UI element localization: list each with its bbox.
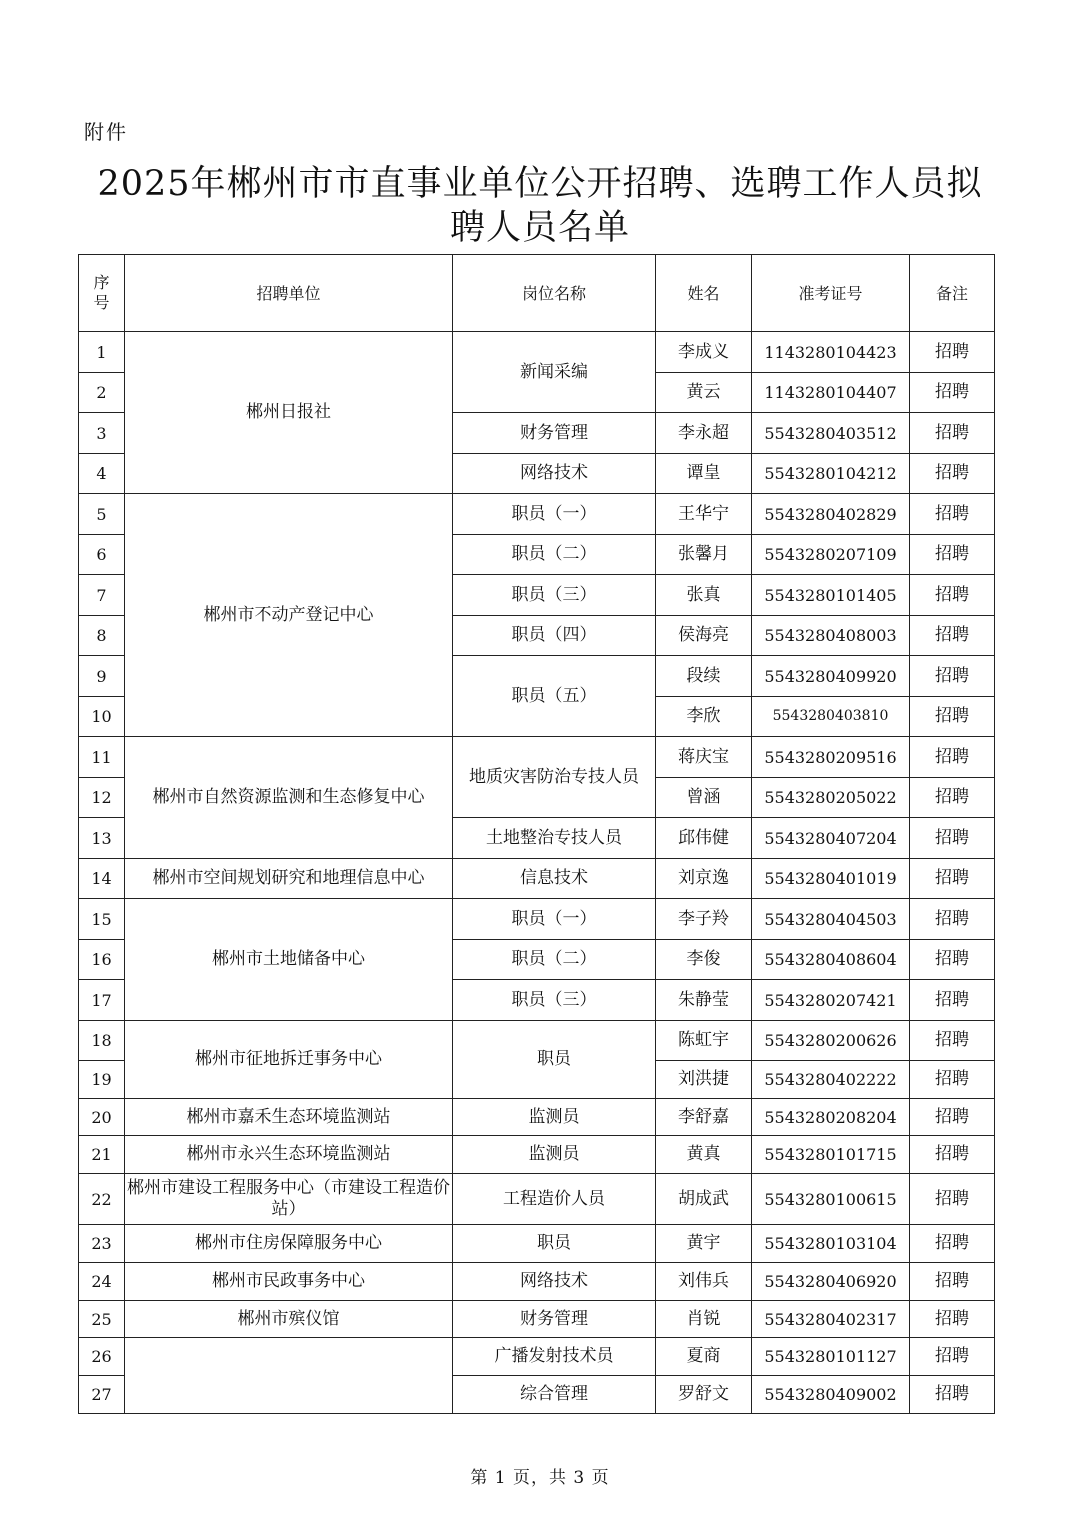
name-cell: 罗舒文 <box>656 1376 752 1414</box>
remark-cell: 招聘 <box>910 859 995 899</box>
table-row <box>79 1099 995 1136</box>
name-cell: 肖锐 <box>656 1301 752 1338</box>
post-cell: 职员（一） <box>453 494 656 535</box>
remark-cell: 招聘 <box>910 818 995 859</box>
name-cell: 刘京逸 <box>656 859 752 899</box>
post-cell: 职员 <box>453 1021 656 1099</box>
table-row <box>79 1021 995 1061</box>
name-cell: 刘伟兵 <box>656 1263 752 1301</box>
exam-no-cell: 5543280101715 <box>752 1136 910 1174</box>
post-cell: 职员（三） <box>453 575 656 616</box>
unit-cell: 郴州市自然资源监测和生态修复中心 <box>125 737 453 859</box>
post-cell: 职员（二） <box>453 535 656 575</box>
remark-cell: 招聘 <box>910 494 995 535</box>
remark-cell: 招聘 <box>910 1021 995 1061</box>
exam-no-cell: 5543280404503 <box>752 899 910 940</box>
header-name: 姓名 <box>656 255 752 332</box>
remark-cell: 招聘 <box>910 373 995 413</box>
seq-cell: 14 <box>79 859 125 899</box>
unit-cell: 郴州市住房保障服务中心 <box>125 1225 453 1263</box>
post-cell: 广播发射技术员 <box>453 1338 656 1376</box>
exam-no-cell: 5543280104212 <box>752 454 910 494</box>
seq-cell: 5 <box>79 494 125 535</box>
post-cell: 信息技术 <box>453 859 656 899</box>
post-cell: 职员（一） <box>453 899 656 940</box>
remark-cell: 招聘 <box>910 1136 995 1174</box>
exam-no-cell: 5543280409920 <box>752 656 910 697</box>
seq-cell: 13 <box>79 818 125 859</box>
table-row <box>79 1174 995 1225</box>
seq-cell: 20 <box>79 1099 125 1136</box>
post-cell: 网络技术 <box>453 1263 656 1301</box>
table-row <box>79 1225 995 1263</box>
post-cell: 综合管理 <box>453 1376 656 1414</box>
header-seq: 序 号 <box>79 255 125 332</box>
post-cell: 工程造价人员 <box>453 1174 656 1225</box>
unit-cell: 郴州市征地拆迁事务中心 <box>125 1021 453 1099</box>
remark-cell: 招聘 <box>910 656 995 697</box>
seq-cell: 7 <box>79 575 125 616</box>
name-cell: 张馨月 <box>656 535 752 575</box>
name-cell: 朱静莹 <box>656 980 752 1021</box>
exam-no-cell: 5543280208204 <box>752 1099 910 1136</box>
remark-cell: 招聘 <box>910 980 995 1021</box>
name-cell: 李欣 <box>656 697 752 737</box>
remark-cell: 招聘 <box>910 454 995 494</box>
post-cell: 职员（五） <box>453 656 656 737</box>
unit-cell: 郴州市空间规划研究和地理信息中心 <box>125 859 453 899</box>
post-cell: 监测员 <box>453 1136 656 1174</box>
exam-no-cell: 5543280401019 <box>752 859 910 899</box>
post-cell: 监测员 <box>453 1099 656 1136</box>
exam-no-cell: 5543280402829 <box>752 494 910 535</box>
name-cell: 李舒嘉 <box>656 1099 752 1136</box>
remark-cell: 招聘 <box>910 1174 995 1225</box>
post-cell: 职员（三） <box>453 980 656 1021</box>
seq-cell: 22 <box>79 1174 125 1225</box>
remark-cell: 招聘 <box>910 1225 995 1263</box>
seq-cell: 24 <box>79 1263 125 1301</box>
table-row <box>79 899 995 940</box>
post-cell: 财务管理 <box>453 413 656 454</box>
exam-no-cell: 5543280402317 <box>752 1301 910 1338</box>
remark-cell: 招聘 <box>910 1338 995 1376</box>
post-cell: 职员（二） <box>453 940 656 980</box>
exam-no-cell: 5543280200626 <box>752 1021 910 1061</box>
seq-cell: 8 <box>79 616 125 656</box>
remark-cell: 招聘 <box>910 1099 995 1136</box>
name-cell: 张真 <box>656 575 752 616</box>
name-cell: 谭皇 <box>656 454 752 494</box>
seq-cell: 6 <box>79 535 125 575</box>
exam-no-cell: 5543280207421 <box>752 980 910 1021</box>
name-cell: 蒋庆宝 <box>656 737 752 778</box>
page-number-footer: 第 1 页，共 3 页 <box>470 1468 610 1488</box>
name-cell: 黄真 <box>656 1136 752 1174</box>
remark-cell: 招聘 <box>910 332 995 373</box>
remark-cell: 招聘 <box>910 778 995 818</box>
exam-no-cell: 1143280104407 <box>752 373 910 413</box>
remark-cell: 招聘 <box>910 535 995 575</box>
exam-no-cell: 5543280403810 <box>752 697 910 737</box>
table-row <box>79 1301 995 1338</box>
exam-no-cell: 5543280100615 <box>752 1174 910 1225</box>
exam-no-cell: 5543280409002 <box>752 1376 910 1414</box>
remark-cell: 招聘 <box>910 1301 995 1338</box>
seq-cell: 15 <box>79 899 125 940</box>
seq-cell: 27 <box>79 1376 125 1414</box>
exam-no-cell: 5543280407204 <box>752 818 910 859</box>
name-cell: 李永超 <box>656 413 752 454</box>
remark-cell: 招聘 <box>910 940 995 980</box>
unit-cell: 郴州市土地储备中心 <box>125 899 453 1021</box>
seq-cell: 4 <box>79 454 125 494</box>
remark-cell: 招聘 <box>910 413 995 454</box>
name-cell: 王华宁 <box>656 494 752 535</box>
remark-cell: 招聘 <box>910 899 995 940</box>
header-unit: 招聘单位 <box>125 255 453 332</box>
table-row <box>79 737 995 778</box>
name-cell: 刘洪捷 <box>656 1061 752 1099</box>
attachment-label: 附件 <box>84 120 128 144</box>
table-row <box>79 1338 995 1376</box>
remark-cell: 招聘 <box>910 575 995 616</box>
seq-cell: 1 <box>79 332 125 373</box>
seq-cell: 16 <box>79 940 125 980</box>
remark-cell: 招聘 <box>910 1263 995 1301</box>
exam-no-cell: 5543280103104 <box>752 1225 910 1263</box>
exam-no-cell: 5543280402222 <box>752 1061 910 1099</box>
seq-cell: 26 <box>79 1338 125 1376</box>
remark-cell: 招聘 <box>910 697 995 737</box>
exam-no-cell: 5543280408003 <box>752 616 910 656</box>
name-cell: 邱伟健 <box>656 818 752 859</box>
name-cell: 侯海亮 <box>656 616 752 656</box>
name-cell: 段续 <box>656 656 752 697</box>
post-cell: 职员（四） <box>453 616 656 656</box>
seq-cell: 11 <box>79 737 125 778</box>
name-cell: 李成义 <box>656 332 752 373</box>
header-row <box>79 255 995 332</box>
page-title-line-1: 2025年郴州市市直事业单位公开招聘、选聘工作人员拟 <box>97 164 983 204</box>
name-cell: 陈虹宇 <box>656 1021 752 1061</box>
seq-cell: 3 <box>79 413 125 454</box>
exam-no-cell: 5543280207109 <box>752 535 910 575</box>
table-row <box>79 859 995 899</box>
name-cell: 黄宇 <box>656 1225 752 1263</box>
table-row <box>79 1136 995 1174</box>
exam-no-cell: 5543280205022 <box>752 778 910 818</box>
remark-cell: 招聘 <box>910 737 995 778</box>
name-cell: 曾涵 <box>656 778 752 818</box>
seq-cell: 17 <box>79 980 125 1021</box>
post-cell: 职员 <box>453 1225 656 1263</box>
unit-cell: 郴州市建设工程服务中心（市建设工程造价站） <box>125 1174 453 1225</box>
exam-no-cell: 5543280403512 <box>752 413 910 454</box>
name-cell: 夏商 <box>656 1338 752 1376</box>
seq-cell: 2 <box>79 373 125 413</box>
post-cell: 新闻采编 <box>453 332 656 413</box>
unit-cell: 郴州市殡仪馆 <box>125 1301 453 1338</box>
post-cell: 地质灾害防治专技人员 <box>453 737 656 818</box>
hiring-roster-table <box>78 254 995 1414</box>
post-cell: 网络技术 <box>453 454 656 494</box>
seq-cell: 9 <box>79 656 125 697</box>
unit-cell: 郴州市嘉禾生态环境监测站 <box>125 1099 453 1136</box>
seq-cell: 10 <box>79 697 125 737</box>
exam-no-cell: 5543280101127 <box>752 1338 910 1376</box>
exam-no-cell: 5543280101405 <box>752 575 910 616</box>
seq-cell: 19 <box>79 1061 125 1099</box>
post-cell: 土地整治专技人员 <box>453 818 656 859</box>
exam-no-cell: 5543280408604 <box>752 940 910 980</box>
unit-cell: 郴州市民政事务中心 <box>125 1263 453 1301</box>
seq-cell: 18 <box>79 1021 125 1061</box>
seq-cell: 23 <box>79 1225 125 1263</box>
name-cell: 黄云 <box>656 373 752 413</box>
exam-no-cell: 5543280406920 <box>752 1263 910 1301</box>
seq-cell: 21 <box>79 1136 125 1174</box>
unit-cell <box>125 1338 453 1414</box>
header-exam-no: 准考证号 <box>752 255 910 332</box>
exam-no-cell: 5543280209516 <box>752 737 910 778</box>
exam-no-cell: 1143280104423 <box>752 332 910 373</box>
remark-cell: 招聘 <box>910 1376 995 1414</box>
header-post: 岗位名称 <box>453 255 656 332</box>
seq-cell: 12 <box>79 778 125 818</box>
name-cell: 胡成武 <box>656 1174 752 1225</box>
post-cell: 财务管理 <box>453 1301 656 1338</box>
name-cell: 李子羚 <box>656 899 752 940</box>
name-cell: 李俊 <box>656 940 752 980</box>
remark-cell: 招聘 <box>910 616 995 656</box>
remark-cell: 招聘 <box>910 1061 995 1099</box>
table-row <box>79 494 995 535</box>
unit-cell: 郴州市不动产登记中心 <box>125 494 453 737</box>
table-row <box>79 1263 995 1301</box>
page-title-line-2: 聘人员名单 <box>449 208 630 248</box>
unit-cell: 郴州日报社 <box>125 332 453 494</box>
table-row <box>79 332 995 373</box>
header-remark: 备注 <box>910 255 995 332</box>
seq-cell: 25 <box>79 1301 125 1338</box>
unit-cell: 郴州市永兴生态环境监测站 <box>125 1136 453 1174</box>
